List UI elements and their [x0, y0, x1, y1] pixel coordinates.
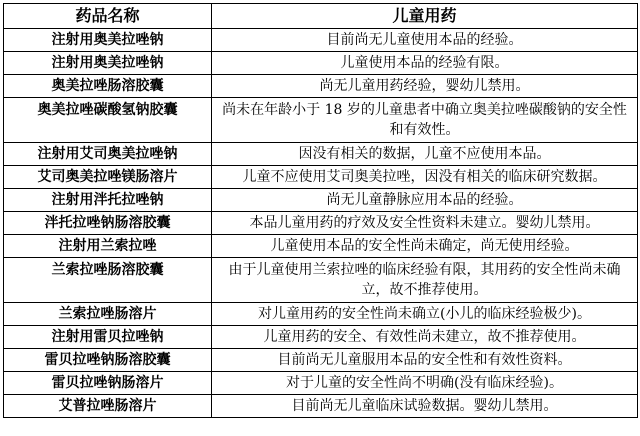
table-row — [4, 75, 638, 98]
pediatric-note-cell: 目前尚无儿童临床试验数据。婴幼儿禁用。 — [212, 395, 638, 418]
pediatric-note-cell: 对于儿童的安全性尚不明确(没有临床经验)。 — [212, 372, 638, 395]
table-row — [4, 166, 638, 189]
table-row — [4, 349, 638, 372]
pediatric-note-cell: 儿童用药的安全、有效性尚未建立，故不推荐使用。 — [212, 326, 638, 349]
pediatric-note-cell: 因没有相关的数据，儿童不应使用本品。 — [212, 143, 638, 166]
drug-name-cell: 艾司奥美拉唑镁肠溶片 — [4, 166, 212, 189]
drug-name-cell: 艾普拉唑肠溶片 — [4, 395, 212, 418]
header-pediatric-use: 儿童用药 — [212, 4, 638, 29]
drug-name-cell: 雷贝拉唑钠肠溶片 — [4, 372, 212, 395]
pediatric-note-cell: 尚无儿童用药经验，婴幼儿禁用。 — [212, 75, 638, 98]
pediatric-note-cell: 儿童使用本品的安全性尚未确定，尚无使用经验。 — [212, 235, 638, 258]
drug-name-cell: 兰索拉唑肠溶胶囊 — [4, 258, 212, 303]
table-row — [4, 258, 638, 303]
table-row — [4, 143, 638, 166]
drug-name-cell: 注射用奥美拉唑钠 — [4, 29, 212, 52]
pediatric-note-cell: 尚未在年龄小于 18 岁的儿童患者中确立奥美拉唑碳酸钠的安全性和有效性。 — [212, 98, 638, 143]
table-row — [4, 235, 638, 258]
pediatric-note-cell: 对儿童用药的安全性尚未确立(小儿的临床经验极少)。 — [212, 303, 638, 326]
drug-name-cell: 注射用奥美拉唑钠 — [4, 52, 212, 75]
drug-name-cell: 雷贝拉唑钠肠溶胶囊 — [4, 349, 212, 372]
drug-name-cell: 注射用泮托拉唑钠 — [4, 189, 212, 212]
table-row — [4, 189, 638, 212]
pediatric-note-cell: 本品儿童用药的疗效及安全性资料未建立。婴幼儿禁用。 — [212, 212, 638, 235]
drug-name-cell: 注射用艾司奥美拉唑钠 — [4, 143, 212, 166]
pediatric-note-cell: 由于儿童使用兰索拉唑的临床经验有限，其用药的安全性尚未确立，故不推荐使用。 — [212, 258, 638, 303]
table-row — [4, 29, 638, 52]
table-row — [4, 303, 638, 326]
table-row — [4, 212, 638, 235]
pediatric-note-cell: 目前尚无儿童使用本品的经验。 — [212, 29, 638, 52]
drug-name-cell: 注射用兰索拉唑 — [4, 235, 212, 258]
pediatric-note-cell: 儿童使用本品的经验有限。 — [212, 52, 638, 75]
header-row — [4, 4, 638, 29]
pediatric-note-cell: 儿童不应使用艾司奥美拉唑，因没有相关的临床研究数据。 — [212, 166, 638, 189]
drug-name-cell: 奥美拉唑肠溶胶囊 — [4, 75, 212, 98]
drug-name-cell: 注射用雷贝拉唑钠 — [4, 326, 212, 349]
drug-pediatric-table — [3, 3, 638, 418]
table-row — [4, 52, 638, 75]
table-row — [4, 395, 638, 418]
drug-name-cell: 奥美拉唑碳酸氢钠胶囊 — [4, 98, 212, 143]
table-row — [4, 326, 638, 349]
drug-name-cell: 泮托拉唑钠肠溶胶囊 — [4, 212, 212, 235]
pediatric-note-cell: 目前尚无儿童服用本品的安全性和有效性资料。 — [212, 349, 638, 372]
table-row — [4, 98, 638, 143]
table-row — [4, 372, 638, 395]
header-drug-name: 药品名称 — [4, 4, 212, 29]
pediatric-note-cell: 尚无儿童静脉应用本品的经验。 — [212, 189, 638, 212]
drug-name-cell: 兰索拉唑肠溶片 — [4, 303, 212, 326]
